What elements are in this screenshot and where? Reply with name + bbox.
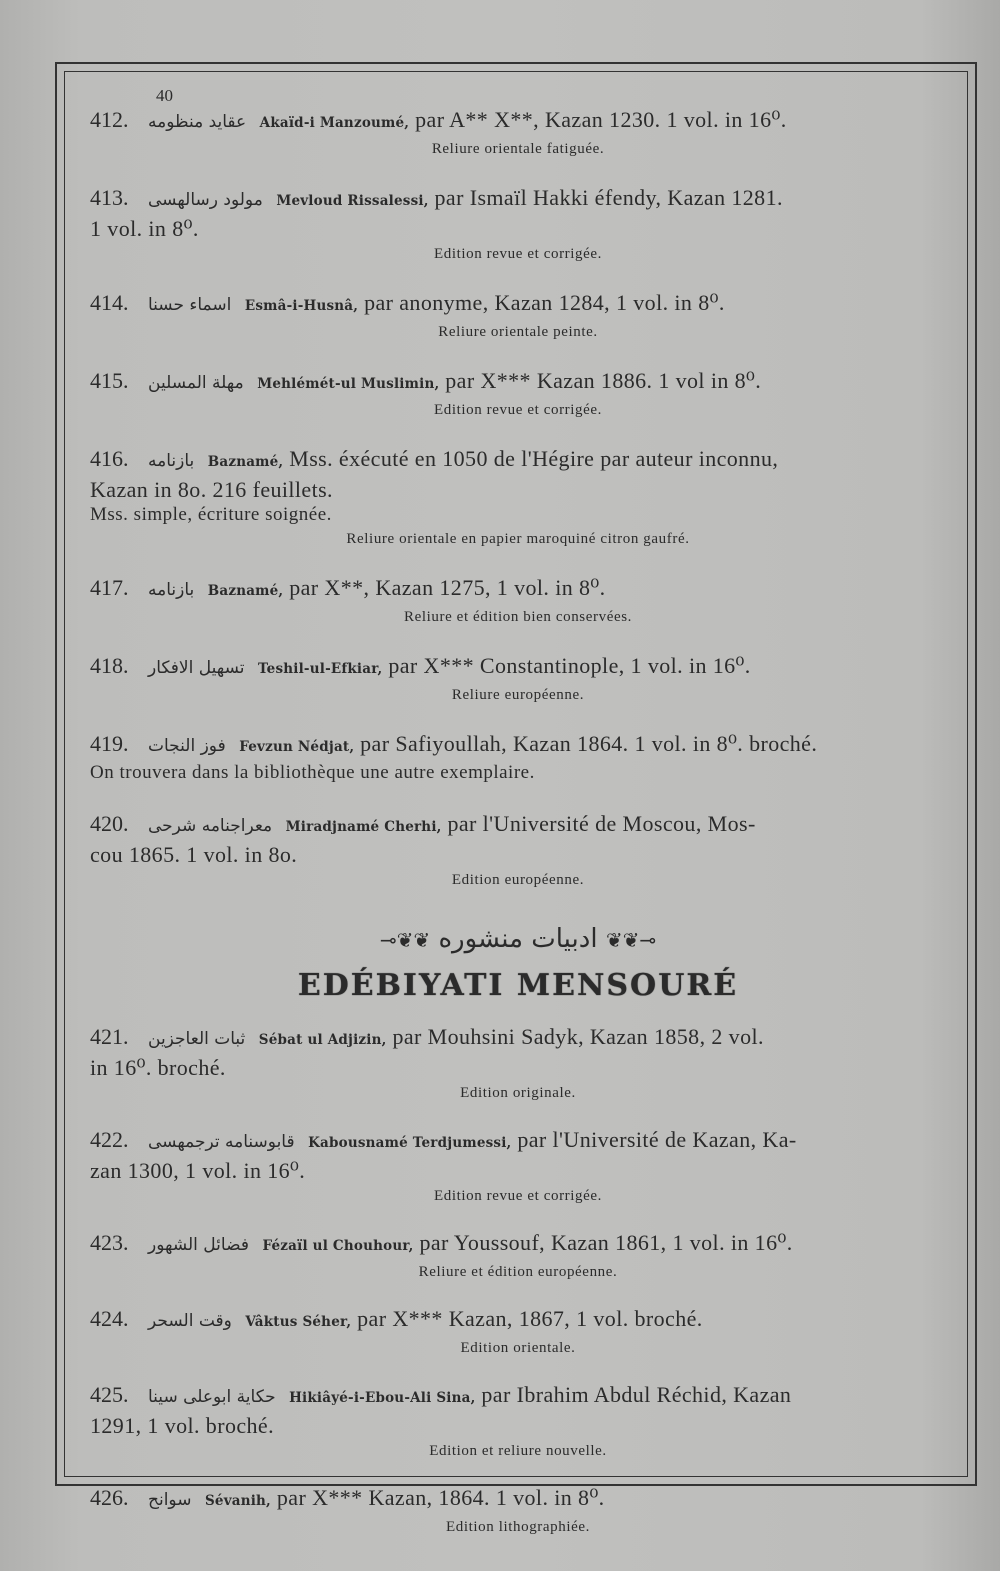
entry-note: Edition revue et corrigée. (433, 1188, 603, 1204)
entry-line (90, 1484, 946, 1515)
arabic-title: مولود رسالهسى (148, 190, 263, 210)
catalog-entry (90, 810, 946, 890)
transliterated-title: Akaïd-i Manzoumé, (259, 115, 410, 131)
entry-line (90, 652, 946, 683)
transliterated-title: Baznamé, (207, 454, 284, 470)
entry-remark: On trouvera dans la bibliothèque une autre exemplaire. (90, 762, 535, 783)
entry-continuation: 1291, 1 vol. broché. (90, 1413, 274, 1438)
entry-details: par X*** Kazan, 1867, 1 vol. broché. (357, 1306, 703, 1331)
arabic-title: فضائل الشهور (148, 1235, 249, 1255)
entry-note: Reliure européenne. (451, 687, 585, 703)
entry-continuation: cou 1865. 1 vol. in 8o. (90, 842, 298, 867)
transliterated-title: Kabousnamé Terdjumessi, (308, 1135, 512, 1151)
entry-details: par Safiyoullah, Kazan 1864. 1 vol. in 8⁰. broché. (360, 731, 818, 756)
entry-details: par X*** Kazan, 1864. 1 vol. in 8⁰. (276, 1485, 605, 1510)
entry-note: Edition lithographiée. (445, 1519, 590, 1535)
entry-number: 415. (90, 368, 129, 393)
catalog-entry (90, 289, 946, 342)
entry-number: 417. (90, 575, 129, 600)
arabic-title: ثبات العاجزين (148, 1029, 246, 1049)
arabic-title: تسهيل الافكار (148, 658, 245, 678)
transliterated-title: Miradjnamé Cherhi, (285, 819, 442, 835)
entry-details: Mss. éxécuté en 1050 de l'Hégire par auteur inconnu, (289, 446, 779, 471)
catalog-entry (90, 1229, 946, 1282)
entry-line (90, 1229, 946, 1260)
arabic-title: سوانح (148, 1490, 192, 1510)
entry-details: par l'Université de Kazan, Ka- (517, 1127, 797, 1152)
entry-note: Edition revue et corrigée. (433, 246, 603, 262)
entry-number: 424. (90, 1306, 129, 1331)
entry-note: Edition revue et corrigée. (433, 402, 603, 418)
entry-details: par A** X**, Kazan 1230. 1 vol. in 16⁰. (415, 107, 787, 132)
entry-line (90, 730, 946, 761)
entry-number: 426. (90, 1485, 129, 1510)
entry-continuation: Kazan in 8o. 216 feuillets. (90, 477, 333, 502)
arabic-title: اسماء حسنا (148, 295, 232, 315)
entry-line (90, 1305, 946, 1336)
transliterated-title: Sébat ul Adjizin, (258, 1032, 387, 1048)
catalog-entry (90, 1305, 946, 1358)
section-arabic-title: ادبيات منشوره (438, 924, 598, 954)
section-title: EDÉBIYATI MENSOURÉ (297, 968, 739, 1003)
ornament-right: ❦❦⊸ (605, 928, 657, 952)
entry-number: 422. (90, 1127, 129, 1152)
entry-line (90, 184, 946, 242)
catalog-entry (90, 1484, 946, 1537)
entry-line (90, 810, 946, 868)
catalog-entry (90, 574, 946, 627)
entry-number: 425. (90, 1382, 129, 1407)
transliterated-title: Fevzun Nédjat, (239, 739, 355, 755)
entry-line (90, 1023, 946, 1081)
entry-note: Reliure et édition européenne. (418, 1264, 618, 1280)
entry-details: par X*** Kazan 1886. 1 vol in 8⁰. (445, 368, 762, 393)
page-content (90, 86, 946, 1560)
transliterated-title: Esmâ-i-Husnâ, (244, 298, 359, 314)
transliterated-title: Hikiâyé-i-Ebou-Ali Sina, (289, 1390, 476, 1406)
entry-line (90, 106, 946, 137)
transliterated-title: Sévanih, (204, 1493, 271, 1509)
entry-number: 420. (90, 811, 129, 836)
arabic-title: بازنامه (148, 451, 195, 471)
ornament-left: ⊸❦❦ (379, 928, 431, 952)
transliterated-title: Fézaïl ul Chouhour, (262, 1238, 414, 1254)
entry-number: 421. (90, 1024, 129, 1049)
entry-list-b (90, 1023, 946, 1537)
entry-list-a (90, 106, 946, 890)
arabic-title: مهلة المسلين (148, 373, 244, 393)
arabic-title: فوز النجات (148, 736, 226, 756)
entry-number: 412. (90, 107, 129, 132)
page-number: 40 (156, 86, 173, 105)
entry-details: par Mouhsini Sadyk, Kazan 1858, 2 vol. (392, 1024, 764, 1049)
entry-remark: Mss. simple, écriture soignée. (90, 504, 332, 525)
entry-details: par Youssouf, Kazan 1861, 1 vol. in 16⁰. (419, 1230, 793, 1255)
transliterated-title: Mehlémét-ul Muslimin, (257, 376, 440, 392)
transliterated-title: Mevloud Rissalessi, (276, 193, 429, 209)
catalog-entry (90, 1023, 946, 1103)
entry-number: 419. (90, 731, 129, 756)
entry-note: Edition et reliure nouvelle. (429, 1443, 607, 1459)
arabic-title: معراجنامه شرحى (148, 816, 273, 836)
entry-details: par anonyme, Kazan 1284, 1 vol. in 8⁰. (364, 290, 725, 315)
arabic-title: قابوسنامه ترجمهسى (148, 1132, 295, 1152)
entry-note: Edition européenne. (451, 872, 585, 888)
entry-note: Reliure orientale peinte. (438, 324, 598, 340)
arabic-title: وقت السحر (148, 1311, 232, 1331)
entry-line (90, 1381, 946, 1439)
entry-note: Reliure et édition bien conservées. (403, 609, 632, 625)
transliterated-title: Teshil-ul-Efkiar, (257, 661, 383, 677)
entry-continuation: 1 vol. in 8⁰. (90, 216, 199, 241)
arabic-title: عقايد منظومه (148, 112, 247, 132)
entry-note: Reliure orientale en papier maroquiné citron gaufré. (346, 531, 690, 547)
section-heading-arabic (90, 924, 946, 954)
catalog-entry (90, 730, 946, 785)
arabic-title: حكاية ابوعلى سينا (148, 1387, 276, 1407)
entry-line (90, 1126, 946, 1184)
entry-continuation: zan 1300, 1 vol. in 16⁰. (90, 1158, 306, 1183)
entry-details: par X**, Kazan 1275, 1 vol. in 8⁰. (289, 575, 606, 600)
catalog-entry (90, 367, 946, 420)
catalog-entry (90, 652, 946, 705)
entry-note: Reliure orientale fatiguée. (431, 141, 605, 157)
catalog-entry (90, 445, 946, 549)
catalog-entry (90, 184, 946, 264)
entry-line (90, 367, 946, 398)
entry-continuation: in 16⁰. broché. (90, 1055, 226, 1080)
entry-line (90, 574, 946, 605)
entry-line (90, 445, 946, 503)
entry-note: Edition originale. (460, 1085, 576, 1101)
entry-number: 418. (90, 653, 129, 678)
transliterated-title: Baznamé, (207, 583, 284, 599)
transliterated-title: Vâktus Séher, (245, 1314, 352, 1330)
entry-note: Edition orientale. (460, 1340, 576, 1356)
catalog-entry (90, 1381, 946, 1461)
entry-number: 414. (90, 290, 129, 315)
entry-details: par X*** Constantinople, 1 vol. in 16⁰. (388, 653, 751, 678)
catalog-entry (90, 106, 946, 159)
catalog-entry (90, 1126, 946, 1206)
entry-number: 416. (90, 446, 129, 471)
arabic-title: بازنامه (148, 580, 195, 600)
entry-line (90, 289, 946, 320)
entry-details: par l'Université de Moscou, Mos- (447, 811, 756, 836)
entry-number: 413. (90, 185, 129, 210)
entry-details: par Ismaïl Hakki éfendy, Kazan 1281. (434, 185, 783, 210)
entry-details: par Ibrahim Abdul Réchid, Kazan (481, 1382, 792, 1407)
entry-number: 423. (90, 1230, 129, 1255)
